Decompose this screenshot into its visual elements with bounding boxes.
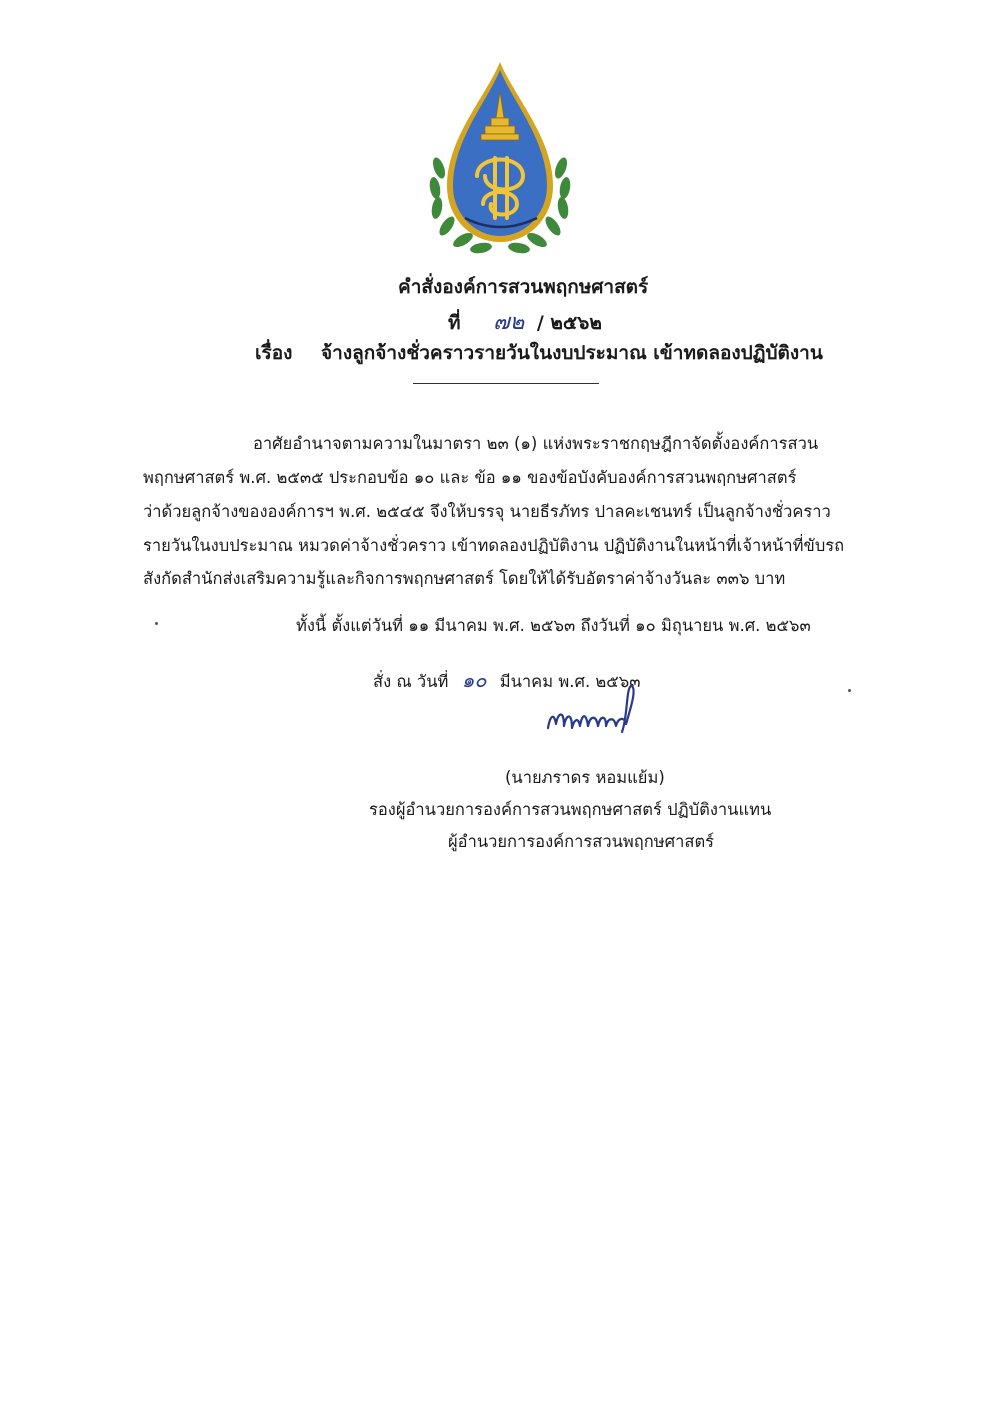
signatory-name: (นายภราดร หอมแย้ม) [505, 768, 665, 787]
order-date-suffix: มีนาคม พ.ศ. ๒๕๖๓ [499, 672, 641, 691]
body-line-2: พฤกษศาสตร์ พ.ศ. ๒๕๓๕ ประกอบข้อ ๑๐ และ ข้อ ๑๑ ของข้อบังคับองค์การสวนพฤกษศาสตร์ [143, 468, 797, 487]
body-line-3: ว่าด้วยลูกจ้างขององค์การฯ พ.ศ. ๒๕๔๕ จึงให้บรรจุ นายธีรภัทร ปาลคะเชนทร์ เป็นลูกจ้างชั่วคราว [143, 502, 831, 521]
order-subject [255, 338, 823, 368]
organization-emblem-icon [425, 58, 575, 258]
order-date-day-handwritten: ๑๐ [461, 668, 487, 692]
header-divider [413, 383, 599, 384]
order-number-handwritten: ๗๒ [493, 310, 525, 335]
body-line-5: สังกัดสำนักส่งเสริมความรู้และกิจการพฤกษศาสตร์ โดยให้ได้รับอัตราค่าจ้างวันละ ๓๓๖ บาท [143, 569, 786, 588]
signatory-position-1: รองผู้อำนวยการองค์การสวนพฤกษศาสตร์ ปฏิบัติงานแทน [369, 800, 772, 819]
body-line-1: อาศัยอำนาจตามความในมาตรา ๒๓ (๑) แห่งพระราชกฤษฎีกาจัดตั้งองค์การสวน [253, 434, 819, 453]
scan-speck [848, 689, 851, 692]
handwritten-signature-icon [540, 676, 650, 746]
signatory-position-2: ผู้อำนวยการองค์การสวนพฤกษศาสตร์ [448, 832, 715, 851]
body-line-4: รายวันในงบประมาณ หมวดค่าจ้างชั่วคราว เข้าทดลองปฏิบัติงาน ปฏิบัติงานในหน้าที่เจ้าหน้าที่ขับรถ [143, 536, 845, 555]
effective-period: ทั้งนี้ ตั้งแต่วันที่ ๑๑ มีนาคม พ.ศ. ๒๕๖๓ ถึงวันที่ ๑๐ มิถุนายน พ.ศ. ๒๕๖๓ [296, 616, 811, 635]
subject-text: จ้างลูกจ้างชั่วคราวรายวันในงบประมาณ เข้าทดลองปฏิบัติงาน [321, 342, 823, 364]
order-title-text: คำสั่งองค์การสวนพฤกษศาสตร์ [398, 276, 649, 298]
scan-speck [155, 622, 158, 625]
order-date-prefix: สั่ง ณ วันที่ [373, 672, 449, 691]
document-title [398, 272, 648, 302]
order-number-prefix: ที่ [448, 312, 461, 334]
order-number-year: / ๒๕๖๒ [536, 312, 602, 334]
order-number [448, 304, 602, 339]
subject-label: เรื่อง [255, 342, 293, 364]
